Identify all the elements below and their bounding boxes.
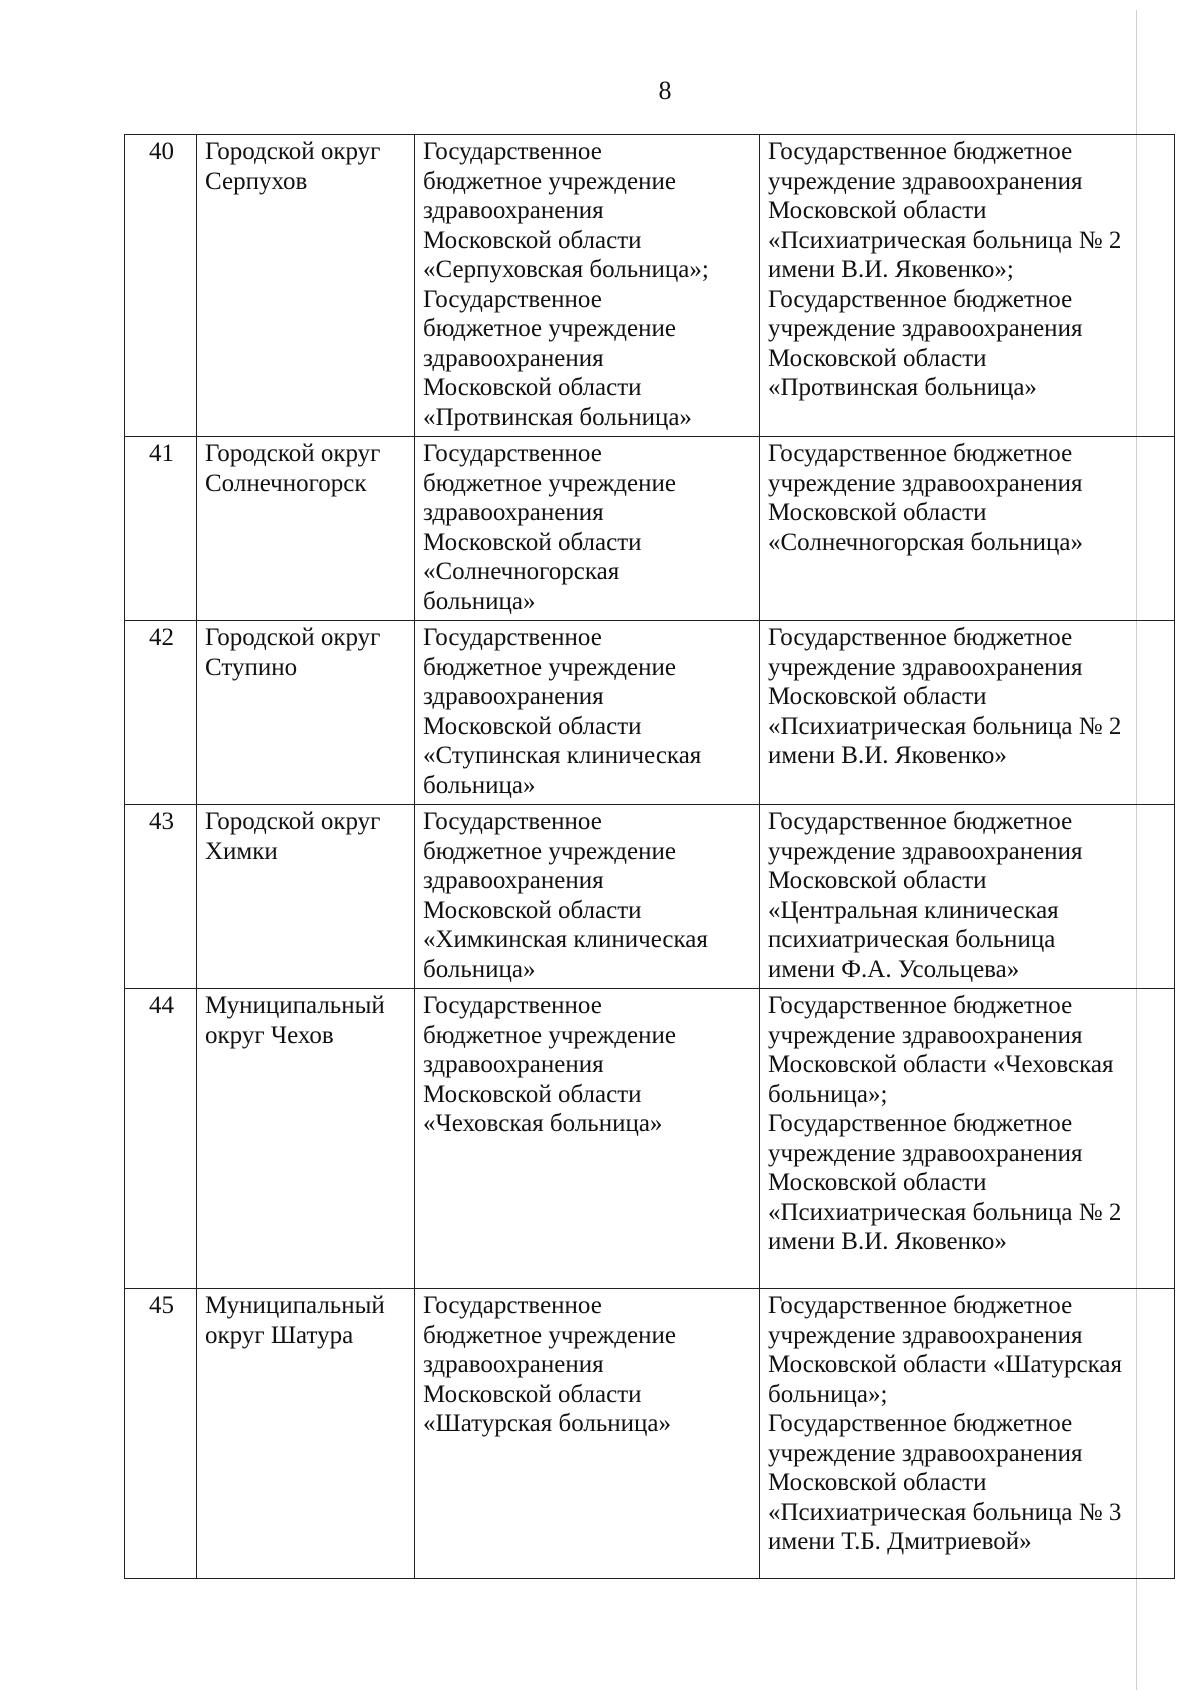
- district-cell: Городской округ Солнечногорск: [197, 437, 415, 621]
- psychiatric-cell: Государственное бюджетное учреждение здравоохранения Московской области «Психиатрическая больница № 2 имени В.И. Яковенко»; Государственное бюджетное учреждение здравоохранения Московской области «Протвинская больница»: [760, 135, 1175, 437]
- row-number: 43: [125, 805, 197, 989]
- psychiatric-cell: Государственное бюджетное учреждение здравоохранения Московской области «Шатурская больница»; Государственное бюджетное учреждение здравоохранения Московской области «Психиатрическая больница № 3 имени Т.Б. Дмитриевой»: [760, 1289, 1175, 1579]
- table-row: [125, 621, 1175, 805]
- district-cell: Городской округ Ступино: [197, 621, 415, 805]
- institution-cell: Государственное бюджетное учреждение здравоохранения Московской области «Шатурская больница»: [415, 1289, 760, 1579]
- row-number: 42: [125, 621, 197, 805]
- institution-cell: Государственное бюджетное учреждение здравоохранения Московской области «Химкинская клиническая больница»: [415, 805, 760, 989]
- table-row: [125, 135, 1175, 437]
- district-cell: Городской округ Серпухов: [197, 135, 415, 437]
- institution-cell: Государственное бюджетное учреждение здравоохранения Московской области «Чеховская больница»: [415, 989, 760, 1289]
- institution-cell: Государственное бюджетное учреждение здравоохранения Московской области «Серпуховская больница»; Государственное бюджетное учреждение здравоохранения Московской области «Протвинская больница»: [415, 135, 760, 437]
- row-number: 45: [125, 1289, 197, 1579]
- row-number: 44: [125, 989, 197, 1289]
- institution-cell: Государственное бюджетное учреждение здравоохранения Московской области «Ступинская клиническая больница»: [415, 621, 760, 805]
- page-number: 8: [658, 76, 672, 105]
- psychiatric-cell: Государственное бюджетное учреждение здравоохранения Московской области «Чеховская больница»; Государственное бюджетное учреждение здравоохранения Московской области «Психиатрическая больница № 2 имени В.И. Яковенко»: [760, 989, 1175, 1289]
- table-row: [125, 437, 1175, 621]
- institutions-table: [124, 134, 1175, 1579]
- district-cell: Городской округ Химки: [197, 805, 415, 989]
- psychiatric-cell: Государственное бюджетное учреждение здравоохранения Московской области «Солнечногорская больница»: [760, 437, 1175, 621]
- district-cell: Муниципальный округ Чехов: [197, 989, 415, 1289]
- institution-cell: Государственное бюджетное учреждение здравоохранения Московской области «Солнечногорская больница»: [415, 437, 760, 621]
- psychiatric-cell: Государственное бюджетное учреждение здравоохранения Московской области «Психиатрическая больница № 2 имени В.И. Яковенко»: [760, 621, 1175, 805]
- psychiatric-cell: Государственное бюджетное учреждение здравоохранения Московской области «Центральная клиническая психиатрическая больница имени Ф.А. Усольцева»: [760, 805, 1175, 989]
- row-number: 41: [125, 437, 197, 621]
- table-row: [125, 989, 1175, 1289]
- row-number: 40: [125, 135, 197, 437]
- district-cell: Муниципальный округ Шатура: [197, 1289, 415, 1579]
- table-row: [125, 1289, 1175, 1579]
- table-row: [125, 805, 1175, 989]
